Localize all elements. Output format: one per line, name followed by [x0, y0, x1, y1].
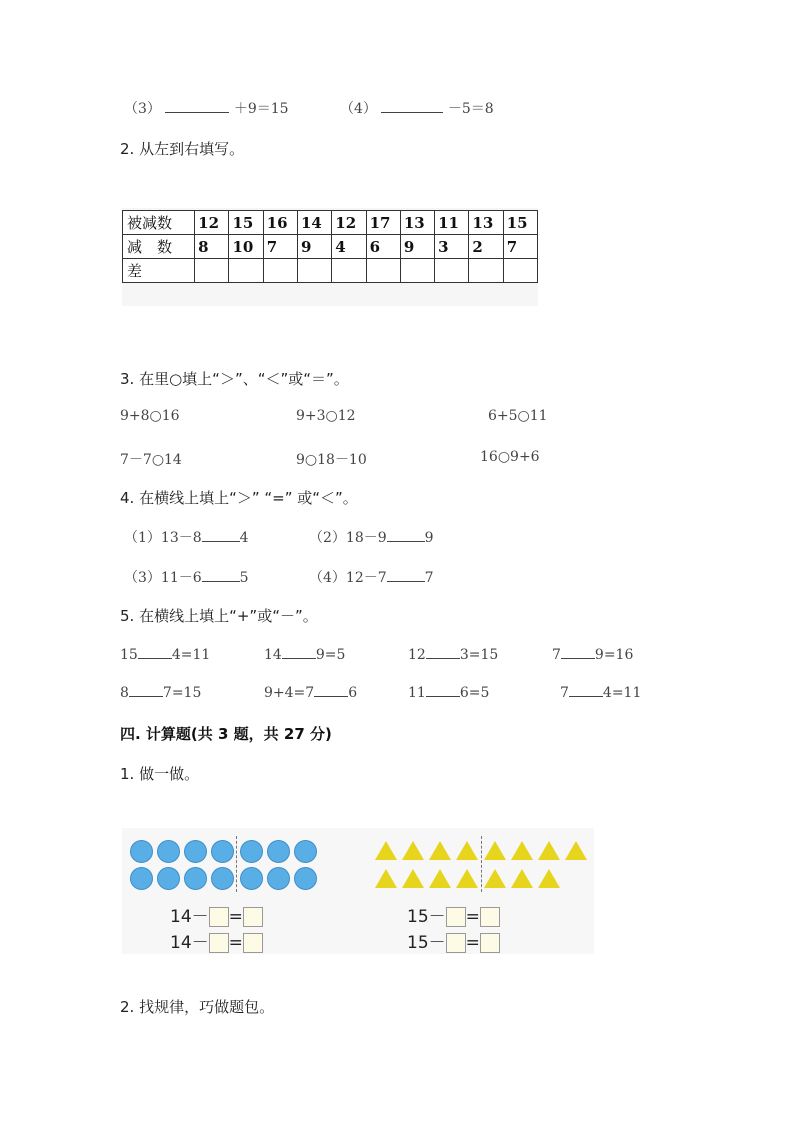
answer-blank[interactable] — [387, 529, 425, 542]
answer-blank[interactable] — [314, 684, 348, 697]
difference-cell[interactable] — [332, 259, 366, 283]
answer-box[interactable] — [480, 907, 500, 927]
subtrahend-row — [123, 235, 538, 259]
part-4-q2-title: 2. 找规律，巧做题包。 — [120, 998, 275, 1016]
yellow-triangle — [429, 841, 451, 860]
operator-question — [264, 684, 357, 701]
yellow-triangle — [375, 869, 397, 888]
answer-box[interactable] — [243, 933, 263, 953]
minuend-cell: 15 — [503, 211, 537, 235]
answer-blank[interactable] — [138, 646, 172, 659]
answer-box[interactable] — [446, 933, 466, 953]
operand: 15 — [120, 647, 138, 663]
operator-question — [560, 684, 641, 701]
yellow-triangle — [429, 869, 451, 888]
part-4-title: 四. 计算题(共 3 题，共 27 分) — [120, 725, 332, 743]
circles-equation-1 — [170, 902, 263, 927]
minuend-cell: 13 — [400, 211, 434, 235]
difference-cell[interactable] — [469, 259, 503, 283]
blue-circle — [157, 840, 180, 863]
subtrahend-cell: 6 — [366, 235, 400, 259]
answer-blank[interactable] — [165, 100, 229, 113]
blue-circle — [267, 867, 290, 890]
operator-question — [120, 684, 201, 701]
blue-circle — [130, 840, 153, 863]
minuend-cell: 16 — [263, 211, 297, 235]
operand: 14 — [264, 647, 282, 663]
subtrahend-cell: 4 — [332, 235, 366, 259]
yellow-triangle — [511, 869, 533, 888]
operator-question — [552, 646, 633, 663]
subtraction-table-panel — [122, 208, 538, 306]
difference-cell[interactable] — [298, 259, 332, 283]
minuend-cell: 12 — [195, 211, 229, 235]
compare-item[interactable]: 6+5○11 — [488, 408, 548, 424]
circles-equation-2 — [170, 928, 263, 953]
equals-sign: = — [465, 907, 480, 927]
part-4-q1-title: 1. 做一做。 — [120, 765, 200, 783]
difference-row — [123, 259, 538, 283]
yellow-triangle — [511, 841, 533, 860]
subtrahend-cell: 3 — [435, 235, 469, 259]
equals-sign: = — [228, 933, 243, 953]
blue-circle — [157, 867, 180, 890]
operand: 7=15 — [162, 685, 202, 701]
answer-box[interactable] — [209, 907, 229, 927]
yellow-triangle — [402, 869, 424, 888]
blue-circle — [240, 840, 263, 863]
subtrahend-cell: 9 — [298, 235, 332, 259]
minuend-row — [123, 211, 538, 235]
yellow-triangle — [484, 841, 506, 860]
minuend-cell: 17 — [366, 211, 400, 235]
difference-cell[interactable] — [195, 259, 229, 283]
operand: 4=11 — [602, 685, 642, 701]
equation-prefix: 14－ — [170, 933, 209, 953]
question-4-label: （4） — [340, 101, 377, 117]
operator-question — [408, 646, 498, 663]
yellow-triangle — [565, 841, 587, 860]
triangles-equation-2 — [407, 928, 500, 953]
minuend-cell: 14 — [298, 211, 332, 235]
yellow-triangle — [456, 841, 478, 860]
compare-expression: （1）13－8 — [124, 530, 202, 546]
blue-circle — [294, 840, 317, 863]
difference-cell[interactable] — [229, 259, 263, 283]
row-label: 减 数 — [123, 235, 195, 259]
operator-question — [120, 646, 210, 663]
operand: 6=5 — [459, 685, 490, 701]
subtrahend-cell: 8 — [195, 235, 229, 259]
question-4-rest: －5＝8 — [447, 101, 494, 117]
question-3-rest: ＋9＝15 — [233, 101, 289, 117]
minuend-cell: 15 — [229, 211, 263, 235]
difference-cell[interactable] — [503, 259, 537, 283]
compare-value: 9 — [424, 530, 434, 546]
compare-expression: （3）11－6 — [124, 570, 202, 586]
equation-prefix: 15－ — [407, 933, 446, 953]
subtrahend-cell: 7 — [263, 235, 297, 259]
difference-cell[interactable] — [400, 259, 434, 283]
divider-dashed-line — [236, 836, 237, 892]
answer-blank[interactable] — [202, 569, 240, 582]
yellow-triangle — [538, 869, 560, 888]
answer-blank[interactable] — [381, 100, 443, 113]
operand: 7 — [552, 647, 561, 663]
operand: 9=16 — [594, 647, 634, 663]
operator-question — [408, 684, 489, 701]
equation-prefix: 15－ — [407, 907, 446, 927]
operand: 3=15 — [459, 647, 499, 663]
picture-panel — [122, 828, 594, 954]
compare-expression: （2）18－9 — [309, 530, 387, 546]
section-4-title: 4. 在横线上填上“＞” “=” 或“＜”。 — [120, 489, 358, 507]
compare-question — [309, 527, 434, 547]
subtraction-table — [122, 210, 538, 283]
answer-blank[interactable] — [561, 646, 595, 659]
compare-value: 7 — [424, 570, 434, 586]
answer-blank[interactable] — [202, 529, 240, 542]
minuend-cell: 12 — [332, 211, 366, 235]
question-3-label: （3） — [124, 101, 161, 117]
answer-blank[interactable] — [426, 646, 460, 659]
compare-item[interactable]: 7－7○14 — [120, 452, 182, 468]
yellow-triangle — [375, 841, 397, 860]
subtrahend-cell: 2 — [469, 235, 503, 259]
equals-sign: = — [465, 933, 480, 953]
yellow-triangle — [484, 869, 506, 888]
section-2-title: 2. 从左到右填写。 — [120, 140, 245, 158]
compare-value: 5 — [239, 570, 249, 586]
blue-circle — [211, 867, 234, 890]
subtrahend-cell: 7 — [503, 235, 537, 259]
blue-circle — [240, 867, 263, 890]
answer-box[interactable] — [243, 907, 263, 927]
answer-box[interactable] — [480, 933, 500, 953]
operand: 8 — [120, 685, 129, 701]
compare-question — [124, 527, 249, 547]
answer-blank[interactable] — [569, 684, 603, 697]
yellow-triangle — [538, 841, 560, 860]
compare-expression: （4）12－7 — [309, 570, 387, 586]
difference-cell[interactable] — [263, 259, 297, 283]
equation-prefix: 14－ — [170, 907, 209, 927]
operand: 9+4=7 — [264, 685, 315, 701]
compare-item[interactable]: 9+3○12 — [296, 408, 356, 424]
blue-circle — [184, 840, 207, 863]
compare-item[interactable]: 16○9+6 — [480, 449, 540, 465]
minuend-cell: 11 — [435, 211, 469, 235]
blue-circle — [184, 867, 207, 890]
compare-value: 4 — [239, 530, 249, 546]
compare-question — [309, 567, 434, 587]
question-3 — [124, 98, 289, 118]
question-4 — [340, 98, 494, 118]
section-3-title: 3. 在里○填上“＞”、“＜”或“＝”。 — [120, 370, 349, 388]
compare-item[interactable]: 9+8○16 — [120, 408, 180, 424]
compare-question — [124, 567, 249, 587]
operand: 9=5 — [315, 647, 346, 663]
divider-dashed-line — [481, 836, 482, 892]
answer-box[interactable] — [446, 907, 466, 927]
operand: 11 — [408, 685, 426, 701]
minuend-cell: 13 — [469, 211, 503, 235]
answer-blank[interactable] — [129, 684, 163, 697]
operand: 7 — [560, 685, 569, 701]
operand: 6 — [348, 685, 358, 701]
answer-blank[interactable] — [282, 646, 316, 659]
triangles-equation-1 — [407, 902, 500, 927]
row-label: 差 — [123, 259, 195, 283]
subtrahend-cell: 9 — [400, 235, 434, 259]
subtrahend-cell: 10 — [229, 235, 263, 259]
answer-blank[interactable] — [387, 569, 425, 582]
operand: 12 — [408, 647, 426, 663]
row-label: 被减数 — [123, 211, 195, 235]
blue-circle — [211, 840, 234, 863]
difference-cell[interactable] — [435, 259, 469, 283]
blue-circle — [267, 840, 290, 863]
operator-question — [264, 646, 345, 663]
equals-sign: = — [228, 907, 243, 927]
difference-cell[interactable] — [366, 259, 400, 283]
yellow-triangle — [456, 869, 478, 888]
operand: 4=11 — [171, 647, 211, 663]
answer-blank[interactable] — [426, 684, 460, 697]
blue-circle — [130, 867, 153, 890]
blue-circle — [294, 867, 317, 890]
compare-item[interactable]: 9○18－10 — [296, 452, 367, 468]
section-5-title: 5. 在横线上填上“+”或“－”。 — [120, 607, 318, 625]
answer-box[interactable] — [209, 933, 229, 953]
yellow-triangle — [402, 841, 424, 860]
